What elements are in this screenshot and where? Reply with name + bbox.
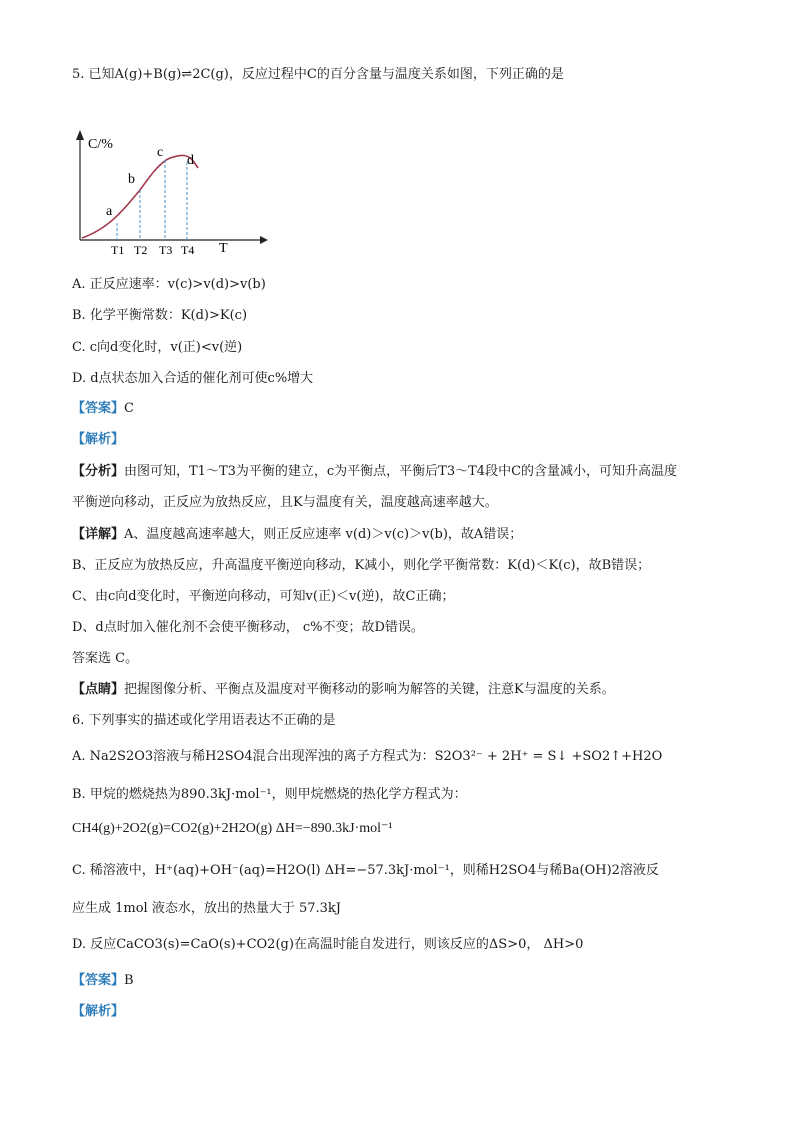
q5-analysis-tag: 【解析】 (72, 432, 125, 447)
q5-stem: 5. 已知A(g)+B(g)⇌2C(g)，反应过程中C的百分含量与温度关系如图，下列正确的是 (72, 67, 564, 82)
tick-t1: T1 (111, 243, 125, 257)
y-axis-arrow (76, 130, 84, 140)
answer-tag: 【答案】 (72, 401, 125, 416)
q5-fenxi-cont: 平衡逆向移动，正反应为放热反应，且K与温度有关，温度越高速率越大。 (72, 495, 498, 510)
q5-option-d: D. d点状态加入合适的催化剂可使c%增大 (72, 371, 314, 386)
y-axis-label: C/% (88, 137, 113, 152)
q6-option-c-cont: 应生成 1mol 液态水，放出的热量大于 57.3kJ (72, 901, 342, 916)
q6-option-a: A. Na2S2O3溶液与稀H2SO4混合出现浑浊的离子方程式为：S2O3²⁻ + 2H⁺ = S↓ +SO2↑+H2O (72, 749, 663, 764)
tick-t2: T2 (134, 243, 148, 257)
q5-xiangjie-c: C、由c向d变化时，平衡逆向移动，可知v(正)＜v(逆)，故C正确； (72, 589, 455, 604)
point-b-label: b (128, 172, 135, 187)
q5-xiangjie-a: 【详解】A、温度越高速率越大，则正反应速率 v(d)＞v(c)＞v(b)，故A错误； (72, 527, 523, 542)
answer-value: C (124, 401, 134, 416)
x-axis-label: T (219, 241, 228, 256)
tick-t3: T3 (159, 243, 173, 257)
q6-answer: 【答案】B (72, 973, 134, 988)
q6-option-b: B. 甲烷的燃烧热为890.3kJ·mol⁻¹，则甲烷燃烧的热化学方程式为： (72, 787, 467, 802)
tick-t4: T4 (181, 243, 195, 257)
point-a-label: a (106, 204, 113, 219)
q6-option-b-equation: CH4(g)+2O2(g)=CO2(g)+2H2O(g) ΔH=−890.3kJ·mol⁻¹ (72, 821, 393, 836)
x-axis-arrow (260, 236, 268, 244)
q5-dianjing: 【点睛】把握图像分析、平衡点及温度对平衡移动的影响为解答的关键，注意K与温度的关系。 (72, 682, 615, 697)
q5-fenxi: 【分析】由图可知，T1～T3为平衡的建立，c为平衡点，平衡后T3～T4段中C的含量减小，可知升高温度 (72, 464, 678, 479)
q5-graph (70, 128, 270, 260)
q5-final: 答案选 C。 (72, 651, 139, 666)
q5-option-a: A. 正反应速率：v(c)>v(d)>v(b) (72, 277, 266, 292)
q5-xiangjie-d: D、d点时加入催化剂不会使平衡移动， c%不变；故D错误。 (72, 620, 424, 635)
q5-answer (72, 400, 134, 418)
q6-option-d: D. 反应CaCO3(s)=CaO(s)+CO2(g)在高温时能自发进行，则该反应的ΔS>0， ΔH>0 (72, 937, 584, 952)
q6-option-c: C. 稀溶液中，H⁺(aq)+OH⁻(aq)=H2O(l) ΔH=−57.3kJ·mol⁻¹，则稀H2SO4与稀Ba(OH)2溶液反 (72, 863, 659, 878)
q6-analysis-tag: 【解析】 (72, 1004, 125, 1019)
q5-xiangjie-b: B、正反应为放热反应，升高温度平衡逆向移动，K减小，则化学平衡常数：K(d)＜K(c)，故B错误； (72, 558, 651, 573)
point-c-label: c (157, 145, 164, 160)
q5-option-b: B. 化学平衡常数：K(d)>K(c) (72, 308, 248, 323)
point-d-label: d (187, 153, 194, 168)
q5-option-c: C. c向d变化时，v(正)<v(逆) (72, 340, 243, 355)
q6-stem: 6. 下列事实的描述或化学用语表达不正确的是 (72, 713, 336, 728)
